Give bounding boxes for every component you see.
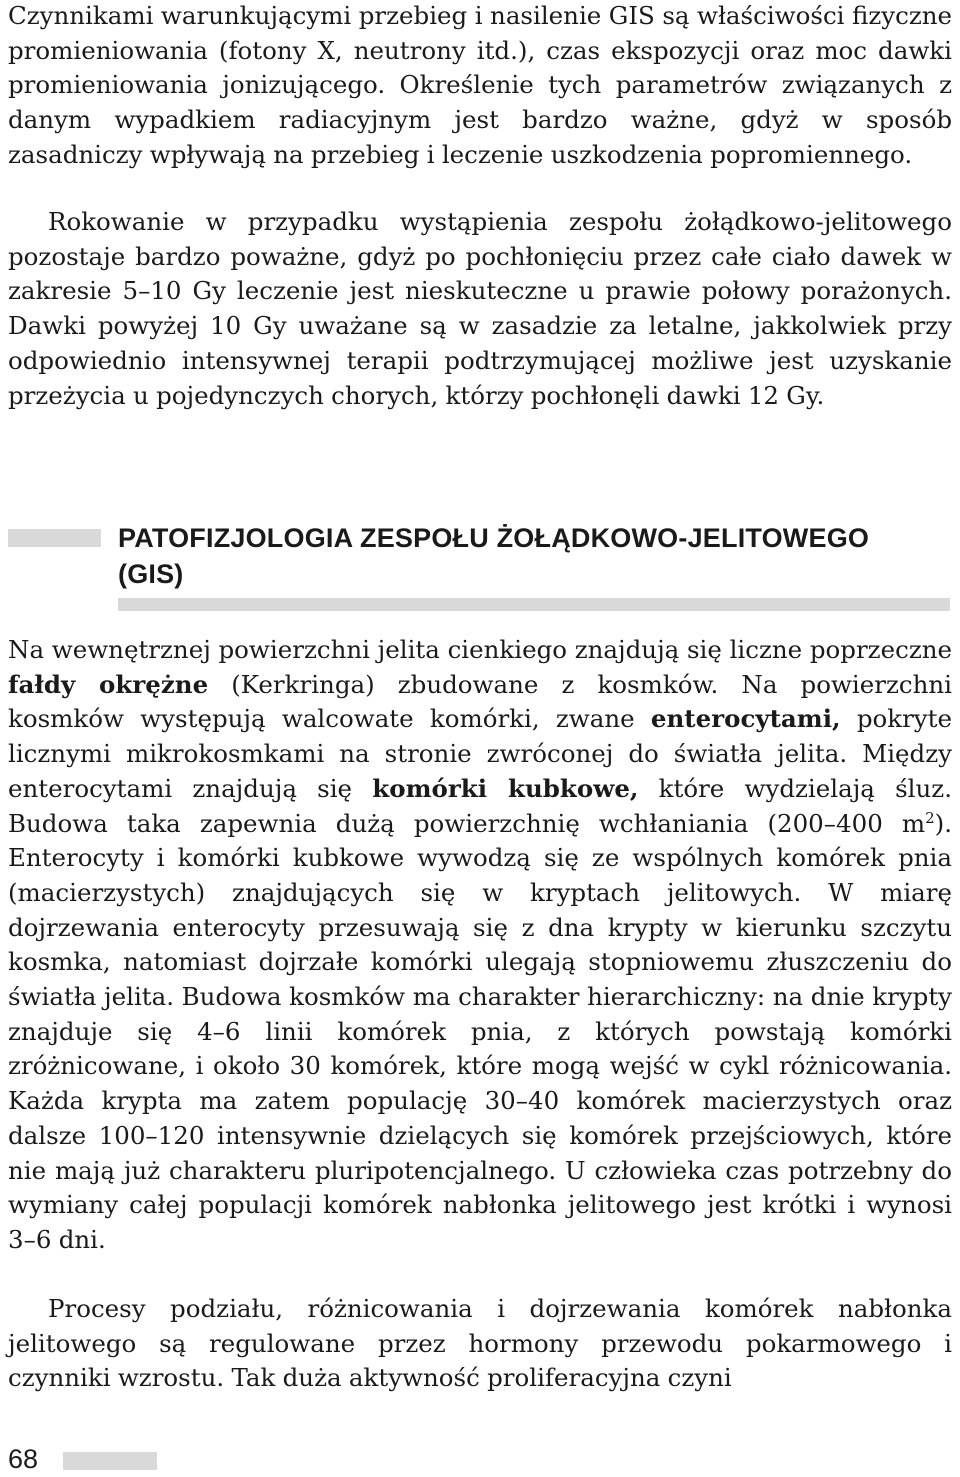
paragraph-gis-factors: Czynnikami warunkującymi przebieg i nasilenie GIS są właściwości fizyczne promieniowania (fotony X, neutrony itd.), czas ekspozycji oraz moc dawki promieniowania jonizującego. Określenie tych parametrów związanych z danym wypadkiem radiacyjnym jest bardzo ważne, gdyż w sposób zasadniczy wpływają na przebieg i leczenie uszkodzenia popromiennego. [8, 1, 952, 169]
section-heading [118, 520, 948, 592]
term-circular-folds: fałdy okrężne [8, 669, 209, 699]
paragraph-intestinal-structure [8, 633, 952, 1258]
page-number: 68 [8, 1444, 39, 1474]
heading-marker-bar [8, 529, 101, 547]
paragraph-regulation: Procesy podziału, różnicowania i dojrzewania komórek nabłonka jelitowego są regulowane przez hormony przewodu pokarmowego i czynniki wzrostu. Tak duża aktywność proliferacyjna czyni [8, 1294, 952, 1393]
term-goblet-cells: komórki kubkowe, [372, 773, 639, 803]
section-heading-line1: PATOFIZJOLOGIA ZESPOŁU ŻOŁĄDKOWO-JELITOWEGO [118, 523, 870, 553]
term-enterocytes: enterocytami, [650, 704, 841, 734]
text-run: pokryte licznymi mikrokosmkami na stronie zwróconej do światła jelita. Między enterocytami znajdują się [8, 704, 952, 803]
section-heading-line2: (GIS) [118, 559, 184, 589]
footer-marker-bar [63, 1452, 157, 1470]
paragraph-prognosis: Rokowanie w przypadku wystąpienia zespołu żołądkowo-jelitowego pozostaje bardzo poważne, gdyż po pochłonięciu przez całe ciało dawek w zakresie 5–10 Gy leczenie jest nieskuteczne u prawie połowy porażonych. Dawki powyżej 10 Gy uważane są w zasadzie za letalne, jakkolwiek przy odpowiednio intensywnej terapii podtrzymującej możliwe jest uzyskanie przeżycia u pojedynczych chorych, którzy pochłonęli dawki 12 Gy. [8, 207, 952, 410]
text-run: Na wewnętrznej powierzchni jelita cienkiego znajdują się liczne poprzeczne [8, 635, 952, 664]
superscript-exponent: 2 [925, 808, 935, 827]
text-run: (Kerkringa) zbudowane z kosmków. Na powierzchni kosmków występują walcowate komórki, zwane [8, 669, 952, 734]
text-run: ). Enterocyty i komórki kubkowe wywodzą się ze wspólnych komórek pnia (macierzystych) znajdujących się w kryptach jelitowych. W miarę dojrzewania enterocyty przesuwają się z dna krypty w kierunku szczytu kosmka, natomiast dojrzałe komórki ulegają stopniowemu złuszczeniu do światła jelita. Budowa kosmków ma charakter hierarchiczny: na dnie krypty znajduje się 4–6 linii komórek pnia, z których powstają komórki zróżnicowane, i około 30 komórek, które mogą wejść w cykl różnicowania. Każda krypta ma zatem populację 30–40 komórek macierzystych oraz dalsze 100–120 intensywnie dzielących się komórek przejściowych, które nie mają już charakteru pluripotencjalnego. U człowieka czas potrzebny do wymiany całej populacji komórek nabłonka jelitowego jest krótki i wynosi 3–6 dni. [8, 808, 952, 1254]
heading-underline-rule [118, 598, 950, 611]
text-run: które wydzielają śluz. Budowa taka zapewnia dużą powierzchnię wchłaniania (200–400 m [8, 773, 952, 838]
